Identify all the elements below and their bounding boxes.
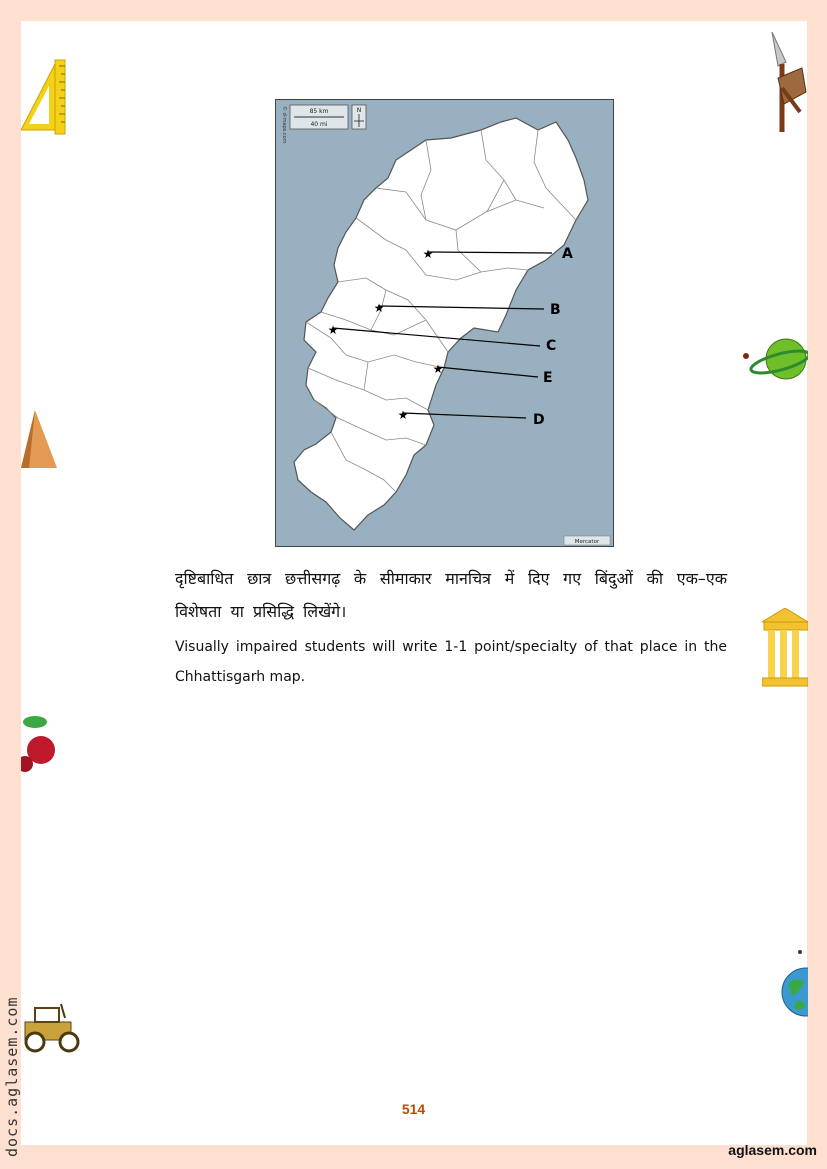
planet-icon [740, 334, 808, 384]
marker-label-c: C [546, 338, 557, 354]
north-arrow [352, 105, 366, 129]
leader-line-e [438, 367, 538, 377]
star-marker-d: ★ [397, 408, 409, 422]
english-instruction: Visually impaired students will write 1-1 point/specialty of that place in the Chhattisgarh map. [175, 639, 727, 685]
vintage-car-icon [21, 1000, 83, 1056]
globe-icon [778, 946, 808, 1018]
star-marker-a: ★ [422, 247, 434, 261]
footer-site-name: aglasem.com [728, 1142, 817, 1158]
star-marker-b: ★ [373, 301, 385, 315]
marker-label-a: A [562, 246, 573, 262]
page-number: 514 [401, 1101, 426, 1117]
svg-text:Mercator: Mercator [574, 539, 600, 545]
spear-icon [768, 32, 808, 136]
temple-column-icon [762, 608, 808, 688]
side-watermark: docs.aglasem.com [3, 996, 21, 1157]
scale-km-label: 85 km [309, 108, 329, 115]
map-copyright: © d-maps.com [281, 106, 287, 144]
marker-label-d: D [533, 412, 545, 428]
projection-label [564, 536, 610, 545]
fruit-icon [21, 708, 57, 778]
star-marker-c: ★ [327, 323, 339, 337]
scale-bar [290, 105, 348, 129]
marker-label-e: E [543, 370, 553, 386]
hindi-instruction: दृष्टिबाधित छात्र छत्तीसगढ़ के सीमाकार मानचित्र में दिए गए बिंदुओं की एक–एक विशेषता या प्रसिद्धि लिखेंगे। [175, 569, 727, 621]
ruler-icon [21, 58, 67, 136]
marker-label-b: B [550, 302, 561, 318]
pyramid-icon [21, 410, 59, 470]
star-marker-e: ★ [432, 362, 444, 376]
north-label: N [356, 107, 362, 114]
chhattisgarh-outline-map [275, 99, 614, 547]
scale-mi-label: 40 mi [310, 121, 328, 128]
